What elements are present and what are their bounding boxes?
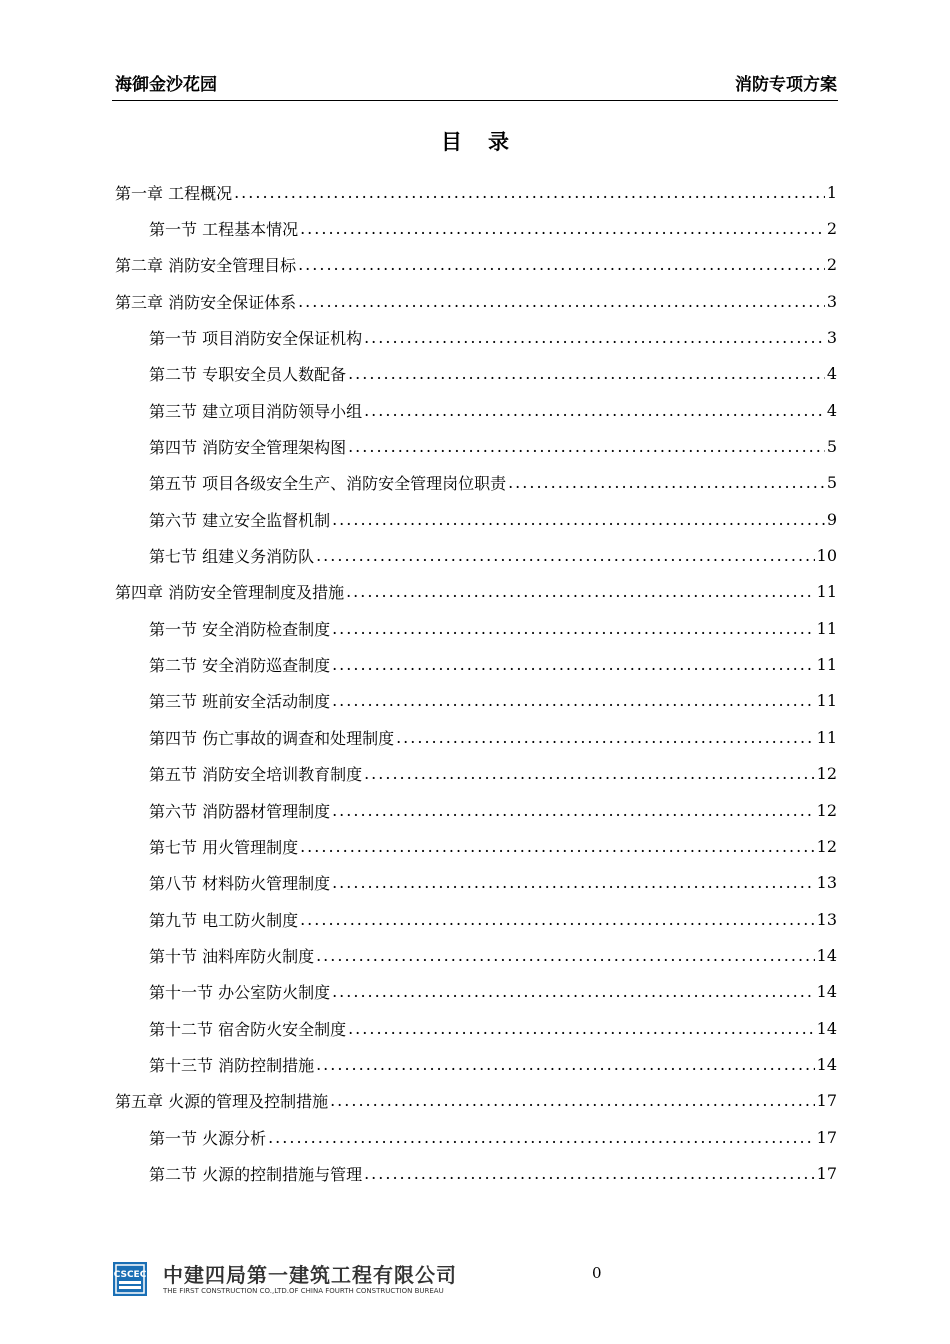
toc-entry-page: 4 — [826, 364, 837, 384]
toc-entry[interactable] — [115, 610, 837, 646]
toc-entry[interactable] — [115, 210, 837, 246]
toc-entry-page: 9 — [826, 509, 837, 529]
toc-entry[interactable] — [115, 356, 837, 392]
toc-entry[interactable] — [115, 1119, 837, 1155]
toc-leader-dots — [364, 401, 825, 420]
toc-entry[interactable] — [115, 719, 837, 755]
toc-entry[interactable] — [115, 937, 837, 973]
toc-entry-page: 14 — [816, 982, 837, 1002]
toc-entry[interactable] — [115, 247, 837, 283]
logo-text-top: CSCEC — [113, 1270, 147, 1280]
toc-entry-page: 14 — [816, 1018, 837, 1038]
toc-entry-page: 17 — [816, 1091, 837, 1111]
toc-entry-page: 14 — [816, 1054, 837, 1074]
table-of-contents — [115, 174, 837, 1192]
toc-entry-label: 第一节 工程基本情况 — [149, 220, 299, 240]
toc-entry[interactable] — [115, 865, 837, 901]
toc-leader-dots — [268, 1128, 815, 1147]
toc-entry-page: 11 — [816, 727, 837, 747]
toc-entry-page: 5 — [826, 473, 837, 493]
toc-entry[interactable] — [115, 465, 837, 501]
toc-entry[interactable] — [115, 283, 837, 319]
toc-entry-page: 17 — [816, 1127, 837, 1147]
footer-company-name-en: THE FIRST CONSTRUCTION CO.,LTD.OF CHINA FOURTH CONSTRUCTION BUREAU — [163, 1287, 444, 1295]
toc-leader-dots — [348, 1019, 815, 1038]
toc-entry-label: 第六节 消防器材管理制度 — [149, 801, 331, 821]
toc-leader-dots — [364, 764, 815, 783]
toc-entry[interactable] — [115, 828, 837, 864]
toc-entry-label: 第九节 电工防火制度 — [149, 910, 299, 930]
toc-entry[interactable] — [115, 319, 837, 355]
toc-entry-label: 第七节 用火管理制度 — [149, 837, 299, 857]
toc-leader-dots — [364, 1164, 815, 1183]
toc-leader-dots — [332, 873, 815, 892]
toc-leader-dots — [332, 982, 815, 1001]
toc-entry[interactable] — [115, 901, 837, 937]
toc-entry-label: 第十节 油料库防火制度 — [149, 946, 315, 966]
toc-leader-dots — [300, 910, 815, 929]
toc-entry[interactable] — [115, 1155, 837, 1191]
toc-leader-dots — [316, 1055, 815, 1074]
toc-entry-page: 11 — [816, 655, 837, 675]
toc-leader-dots — [298, 292, 825, 311]
toc-entry-page: 2 — [826, 219, 837, 239]
toc-leader-dots — [332, 510, 825, 529]
company-logo-icon — [113, 1262, 147, 1296]
toc-leader-dots — [332, 801, 815, 820]
toc-entry-label: 第三节 建立项目消防领导小组 — [149, 401, 363, 421]
toc-entry-page: 3 — [826, 291, 837, 311]
toc-entry[interactable] — [115, 392, 837, 428]
toc-entry-page: 17 — [816, 1163, 837, 1183]
toc-entry[interactable] — [115, 574, 837, 610]
toc-entry-page: 10 — [816, 546, 837, 566]
toc-leader-dots — [346, 582, 815, 601]
toc-entry-page: 12 — [816, 836, 837, 856]
toc-leader-dots — [348, 364, 825, 383]
toc-entry-label: 第二节 专职安全员人数配备 — [149, 365, 347, 385]
toc-entry-page: 11 — [816, 618, 837, 638]
toc-entry-page: 11 — [816, 691, 837, 711]
toc-leader-dots — [330, 1091, 815, 1110]
toc-entry-page: 14 — [816, 945, 837, 965]
toc-leader-dots — [332, 619, 815, 638]
toc-leader-dots — [332, 691, 815, 710]
toc-leader-dots — [332, 655, 815, 674]
toc-leader-dots — [234, 183, 825, 202]
toc-entry[interactable] — [115, 792, 837, 828]
toc-entry-page: 1 — [826, 182, 837, 202]
toc-entry-label: 第四节 消防安全管理架构图 — [149, 438, 347, 458]
toc-entry-label: 第二章 消防安全管理目标 — [115, 256, 297, 276]
toc-leader-dots — [316, 546, 815, 565]
toc-leader-dots — [508, 473, 825, 492]
toc-entry-label: 第一节 项目消防安全保证机构 — [149, 329, 363, 349]
toc-entry[interactable] — [115, 501, 837, 537]
toc-entry-label: 第四节 伤亡事故的调查和处理制度 — [149, 728, 395, 748]
toc-entry-label: 第十一节 办公室防火制度 — [149, 983, 331, 1003]
toc-entry[interactable] — [115, 537, 837, 573]
toc-entry-label: 第六节 建立安全监督机制 — [149, 510, 331, 530]
footer-company-name: 中建四局第一建筑工程有限公司 — [163, 1263, 457, 1287]
toc-entry-label: 第五节 消防安全培训教育制度 — [149, 765, 363, 785]
toc-entry-label: 第五节 项目各级安全生产、消防安全管理岗位职责 — [149, 474, 507, 494]
toc-leader-dots — [300, 837, 815, 856]
toc-entry-page: 13 — [816, 909, 837, 929]
toc-entry-page: 3 — [826, 328, 837, 348]
toc-entry-label: 第三章 消防安全保证体系 — [115, 292, 297, 312]
toc-entry[interactable] — [115, 428, 837, 464]
toc-leader-dots — [316, 946, 815, 965]
toc-entry-label: 第十二节 宿舍防火安全制度 — [149, 1019, 347, 1039]
toc-entry-label: 第四章 消防安全管理制度及措施 — [115, 583, 345, 603]
toc-entry-label: 第五章 火源的管理及控制措施 — [115, 1092, 329, 1112]
toc-entry-page: 5 — [826, 437, 837, 457]
page-number: 0 — [592, 1264, 602, 1282]
toc-entry-page: 11 — [816, 582, 837, 602]
toc-entry-label: 第七节 组建义务消防队 — [149, 547, 315, 567]
toc-entry[interactable] — [115, 646, 837, 682]
toc-entry[interactable] — [115, 756, 837, 792]
toc-entry-page: 12 — [816, 764, 837, 784]
toc-entry-page: 12 — [816, 800, 837, 820]
header-project-name: 海御金沙花园 — [115, 75, 217, 95]
toc-entry-page: 4 — [826, 400, 837, 420]
toc-entry-label: 第一节 安全消防检查制度 — [149, 619, 331, 639]
header-rule — [112, 100, 838, 101]
toc-entry[interactable] — [115, 1046, 837, 1082]
toc-entry-page: 13 — [816, 873, 837, 893]
toc-entry[interactable] — [115, 1010, 837, 1046]
toc-leader-dots — [300, 219, 825, 238]
toc-leader-dots — [348, 437, 825, 456]
header-document-type: 消防专项方案 — [735, 75, 837, 95]
toc-entry-label: 第二节 火源的控制措施与管理 — [149, 1164, 363, 1184]
toc-entry[interactable] — [115, 1083, 837, 1119]
toc-entry-label: 第一章 工程概况 — [115, 183, 233, 203]
toc-leader-dots — [298, 255, 825, 274]
toc-entry[interactable] — [115, 683, 837, 719]
toc-entry-label: 第一节 火源分析 — [149, 1128, 267, 1148]
toc-entry[interactable] — [115, 974, 837, 1010]
toc-entry-page: 2 — [826, 255, 837, 275]
toc-entry-label: 第三节 班前安全活动制度 — [149, 692, 331, 712]
toc-title: 目录 — [441, 130, 535, 154]
toc-entry-label: 第八节 材料防火管理制度 — [149, 874, 331, 894]
toc-entry-label: 第十三节 消防控制措施 — [149, 1055, 315, 1075]
toc-leader-dots — [364, 328, 825, 347]
toc-leader-dots — [396, 728, 815, 747]
toc-entry[interactable] — [115, 174, 837, 210]
toc-entry-label: 第二节 安全消防巡查制度 — [149, 656, 331, 676]
